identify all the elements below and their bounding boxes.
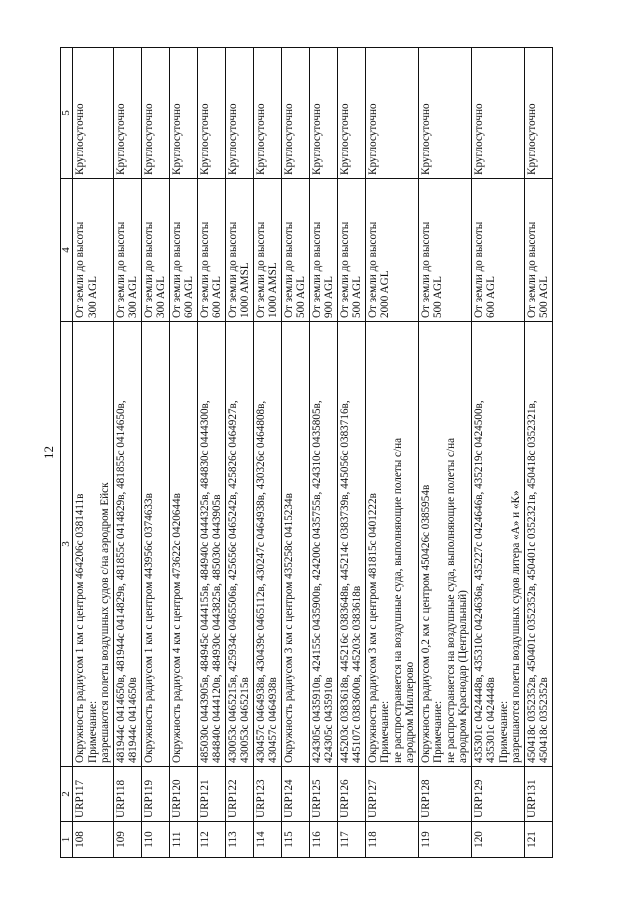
height-line: 900 AGL xyxy=(323,276,335,318)
row-number: 112 xyxy=(197,822,225,858)
area-line: 445203с 0383618в, 445216с 0383648в, 445214с 0383739в, 445056с 0383716в, xyxy=(338,400,351,763)
zone-code: URP127 xyxy=(365,767,418,822)
area-line: разрешаются полеты воздушных судов литера «А» и «К» xyxy=(510,490,522,763)
area-line: 424305с 0435910в, 424155с 0435900в, 424200с 0435755в, 424310с 0435805в, xyxy=(310,400,323,763)
row-number: 116 xyxy=(309,822,337,858)
zone-area-description xyxy=(471,322,524,767)
zone-operating-time: Круглосуточно xyxy=(524,48,552,179)
zone-code: URP126 xyxy=(337,767,365,822)
height-line: От земли до высоты xyxy=(525,221,538,318)
height-line: 1000 AMSL xyxy=(239,262,251,318)
area-line: Окружность радиусом 3 км с центром 435258с 0415234в xyxy=(282,493,295,763)
area-line: 424305с 0435910в xyxy=(323,677,335,763)
zone-code: URP120 xyxy=(169,767,197,822)
zone-area-description xyxy=(197,322,225,767)
zone-height-limits xyxy=(418,179,471,322)
table-row xyxy=(281,48,309,858)
zone-operating-time: Круглосуточно xyxy=(471,48,524,179)
zone-operating-time: Круглосуточно xyxy=(309,48,337,179)
zone-operating-time: Круглосуточно xyxy=(141,48,169,179)
zone-code: URP124 xyxy=(281,767,309,822)
header-col-4: 4 xyxy=(61,179,73,322)
area-line: 445107с 0383600в, 445203с 0383618в xyxy=(351,585,363,763)
height-line: От земли до высоты xyxy=(366,221,379,318)
row-number: 114 xyxy=(253,822,281,858)
zone-height-limits xyxy=(524,179,552,322)
height-line: 600 AGL xyxy=(183,276,195,318)
table-row xyxy=(113,48,141,858)
height-line: 600 AGL xyxy=(211,276,223,318)
zone-code: URP125 xyxy=(309,767,337,822)
zone-code: URP128 xyxy=(418,767,471,822)
table-row xyxy=(309,48,337,858)
area-line: разрешаются полеты воздушных судов с/на аэродром Ейск xyxy=(99,482,111,763)
zone-area-description xyxy=(73,322,114,767)
table-row xyxy=(169,48,197,858)
zone-height-limits xyxy=(281,179,309,322)
zone-height-limits xyxy=(253,179,281,322)
zone-height-limits xyxy=(337,179,365,322)
area-line: Примечание: xyxy=(379,700,391,763)
row-number: 115 xyxy=(281,822,309,858)
table-row xyxy=(418,48,471,858)
height-line: От земли до высоты xyxy=(226,221,239,318)
header-col-3: 3 xyxy=(61,322,73,767)
table-row xyxy=(253,48,281,858)
header-col-2: 2 xyxy=(61,767,73,822)
height-line: От земли до высоты xyxy=(282,221,295,318)
zone-code: URP121 xyxy=(197,767,225,822)
area-line: Окружность радиусом 4 км с центром 473622с 0420644в xyxy=(170,493,183,763)
height-line: 2000 AGL xyxy=(379,270,391,318)
zone-code: URP119 xyxy=(141,767,169,822)
zone-operating-time: Круглосуточно xyxy=(197,48,225,179)
zone-height-limits xyxy=(73,179,114,322)
row-number: 110 xyxy=(141,822,169,858)
zone-operating-time: Круглосуточно xyxy=(225,48,253,179)
zone-code: URP118 xyxy=(113,767,141,822)
zone-area-description xyxy=(169,322,197,767)
zone-height-limits xyxy=(197,179,225,322)
zone-height-limits xyxy=(169,179,197,322)
table-row xyxy=(225,48,253,858)
zone-height-limits xyxy=(141,179,169,322)
height-line: От земли до высоты xyxy=(170,221,183,318)
area-line: 485030с 0443905в, 484945с 0444155в, 484940с 0444325в, 484830с 0444300в, xyxy=(198,400,211,763)
zone-code: URP123 xyxy=(253,767,281,822)
table-row xyxy=(365,48,418,858)
height-line: 500 AGL xyxy=(432,276,444,318)
height-line: От земли до высоты xyxy=(142,221,155,318)
row-number: 121 xyxy=(524,822,552,858)
height-line: От земли до высоты xyxy=(254,221,267,318)
row-number: 111 xyxy=(169,822,197,858)
zone-height-limits xyxy=(471,179,524,322)
height-line: От земли до высоты xyxy=(472,221,485,318)
header-col-1: 1 xyxy=(61,822,73,858)
table-row xyxy=(197,48,225,858)
area-line: 430053с 0465215в xyxy=(239,677,251,763)
height-line: 300 AGL xyxy=(155,276,167,318)
area-line: 481944с 0414650в xyxy=(127,677,139,763)
header-col-5: 5 xyxy=(61,48,73,179)
zone-operating-time: Круглосуточно xyxy=(253,48,281,179)
row-number: 113 xyxy=(225,822,253,858)
area-line: аэродром Миллерово xyxy=(404,661,416,763)
area-line: 450418с 0352352в, 450401с 0352352в, 450401с 0352321в, 450418с 0352321в, xyxy=(525,400,538,763)
table-header-row xyxy=(61,48,73,858)
zone-area-description xyxy=(524,322,552,767)
height-line: 500 AGL xyxy=(538,276,550,318)
row-number: 118 xyxy=(365,822,418,858)
table-body xyxy=(73,48,553,858)
area-line: 450418с 0352352в xyxy=(538,677,550,763)
area-line: Окружность радиусом 3 км с центром 481815с 0401222в xyxy=(366,493,379,763)
area-line: не распространяется на воздушные суда, выполняющие полеты с/на xyxy=(444,437,457,763)
zone-operating-time: Круглосуточно xyxy=(73,48,114,179)
height-line: От земли до высоты xyxy=(114,221,127,318)
height-line: 300 AGL xyxy=(127,276,139,318)
table-row xyxy=(141,48,169,858)
zone-height-limits xyxy=(113,179,141,322)
zone-area-description xyxy=(225,322,253,767)
zone-operating-time: Круглосуточно xyxy=(418,48,471,179)
area-line: 435301с 0424448в xyxy=(485,677,497,763)
zone-area-description xyxy=(281,322,309,767)
zone-area-description xyxy=(253,322,281,767)
area-line: Окружность радиусом 0,2 км с центром 450426с 0385954в xyxy=(419,484,432,763)
zone-operating-time: Круглосуточно xyxy=(365,48,418,179)
zone-area-description xyxy=(113,322,141,767)
height-line: От земли до высоты xyxy=(74,221,86,318)
height-line: От земли до высоты xyxy=(419,221,432,318)
zone-operating-time: Круглосуточно xyxy=(281,48,309,179)
zone-area-description xyxy=(309,322,337,767)
area-line: 484840с 0444120в, 484930с 0443825в, 485030с 0443905в xyxy=(211,494,223,763)
zone-code: URP131 xyxy=(524,767,552,822)
height-line: 500 AGL xyxy=(351,276,363,318)
height-line: От земли до высоты xyxy=(310,221,323,318)
row-number: 109 xyxy=(113,822,141,858)
area-line: 435301с 0424448в, 435310с 0424636в, 435227с 0424646в, 435219с 0424500в, xyxy=(472,400,485,763)
area-line: Примечание: xyxy=(432,700,444,763)
zone-code: URP122 xyxy=(225,767,253,822)
area-line: 481944с 0414650в, 481944с 0414829в, 481855с 0414829в, 481855с 0414650в, xyxy=(114,400,127,763)
zone-height-limits xyxy=(309,179,337,322)
table-row xyxy=(471,48,524,858)
height-line: От земли до высоты xyxy=(198,221,211,318)
row-number: 120 xyxy=(471,822,524,858)
area-line: Окружность радиусом 1 км с центром 464206с 0381411в xyxy=(74,493,86,763)
height-line: 300 AGL xyxy=(86,276,99,318)
area-line: Примечание: xyxy=(86,700,99,763)
area-line: Окружность радиусом 1 км с центром 443956с 0374633в xyxy=(142,493,155,763)
page-number: 12 xyxy=(41,446,56,459)
area-line: не распространяется на воздушные суда, выполняющие полеты с/на xyxy=(391,437,404,763)
zone-height-limits xyxy=(365,179,418,322)
area-line: 430457с 0464938в, 430439с 0465112в, 430247с 0464938в, 430326с 0464808в, xyxy=(254,400,267,763)
area-line: 430457с 0464938в xyxy=(267,677,279,763)
height-line: 500 AGL xyxy=(295,276,307,318)
row-number: 117 xyxy=(337,822,365,858)
zone-area-description xyxy=(365,322,418,767)
zone-area-description xyxy=(418,322,471,767)
zone-area-description xyxy=(141,322,169,767)
zone-height-limits xyxy=(225,179,253,322)
table-row xyxy=(524,48,552,858)
height-line: От земли до высоты xyxy=(338,221,351,318)
zone-operating-time: Круглосуточно xyxy=(169,48,197,179)
height-line: 600 AGL xyxy=(485,276,497,318)
area-line: аэродром Краснодар (Центральный) xyxy=(457,590,469,763)
table-row xyxy=(337,48,365,858)
zone-area-description xyxy=(337,322,365,767)
height-line: 1000 AMSL xyxy=(267,262,279,318)
row-number: 119 xyxy=(418,822,471,858)
airspace-restrictions-table xyxy=(60,47,553,858)
row-number: 108 xyxy=(73,822,114,858)
area-line: 430053с 0465215в, 425934с 0465506в, 425656с 0465242в, 425826с 0464927в, xyxy=(226,400,239,763)
zone-code: URP117 xyxy=(73,767,114,822)
area-line: Примечание: xyxy=(497,700,510,763)
zone-operating-time: Круглосуточно xyxy=(337,48,365,179)
table-row xyxy=(73,48,114,858)
zone-operating-time: Круглосуточно xyxy=(113,48,141,179)
zone-code: URP129 xyxy=(471,767,524,822)
